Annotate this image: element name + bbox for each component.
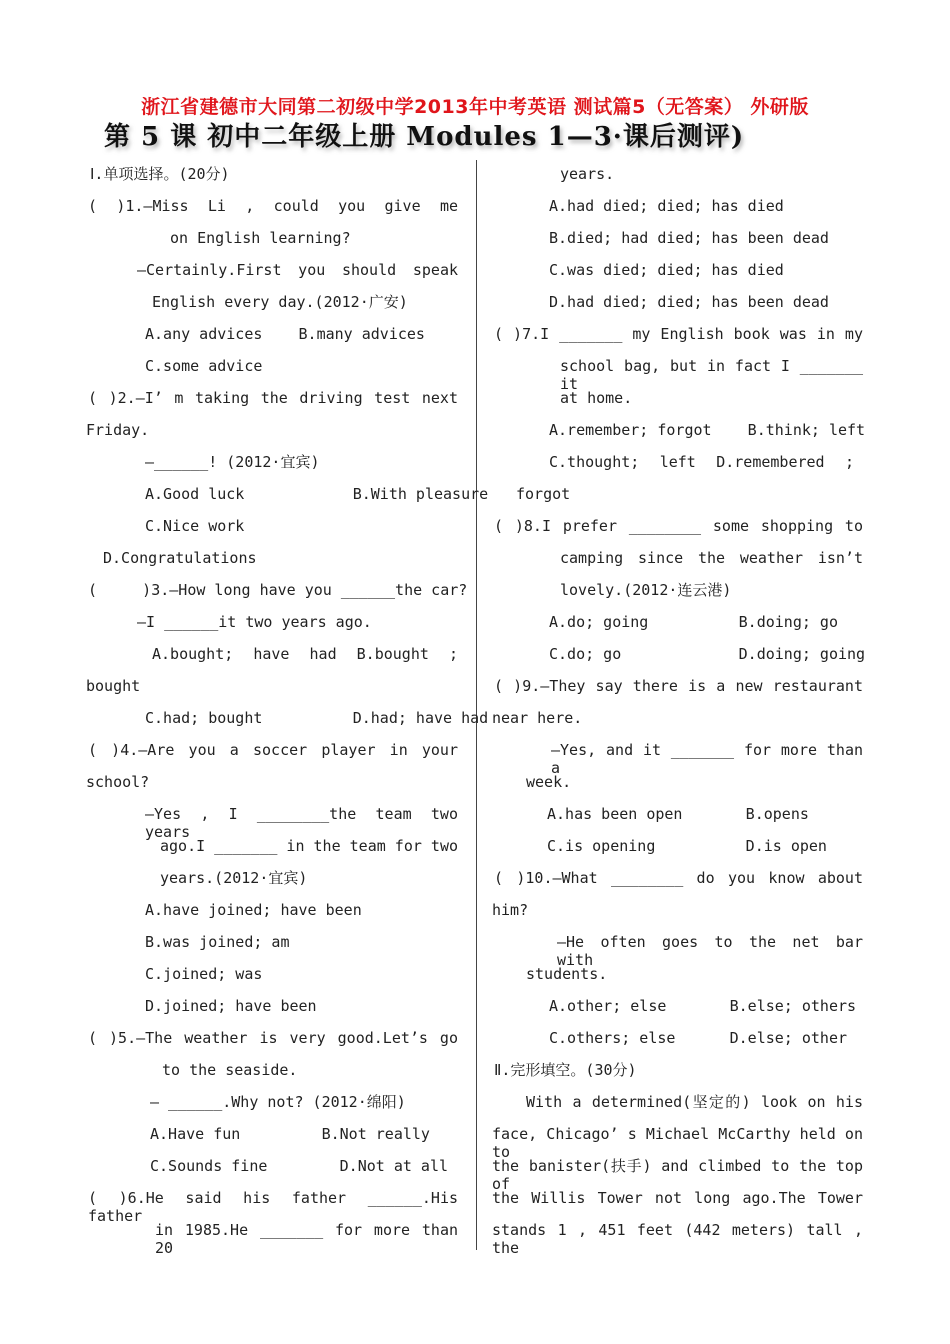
text-line: B.was joined; am xyxy=(145,933,290,951)
text-line: —He often goes to the net bar with xyxy=(557,933,863,969)
text-line: lovely.(2012·连云港) xyxy=(560,581,732,599)
text-line: C.some advice xyxy=(145,357,263,375)
text-line: C.thought; left D.remembered ; xyxy=(549,453,854,471)
text-line: A.any advices B.many advices xyxy=(145,325,425,343)
text-line: A.had died; died; has died xyxy=(549,197,784,215)
text-line: — ______.Why not? (2012·绵阳) xyxy=(150,1093,406,1111)
text-line: Ⅰ.单项选择。(20分) xyxy=(90,165,230,183)
text-line: With a determined(坚定的) look on his xyxy=(526,1093,863,1111)
text-line: D.Congratulations xyxy=(103,549,257,567)
text-line: week. xyxy=(526,773,572,791)
text-line: A.Good luck B.With pleasure xyxy=(145,485,489,503)
text-line: years. xyxy=(560,165,615,183)
text-line: ( )1.—Miss Li , could you give me xyxy=(88,197,458,215)
text-line: to the seaside. xyxy=(162,1061,298,1079)
text-line: D.joined; have been xyxy=(145,997,317,1015)
text-line: ( )7.I _______ my English book was in my xyxy=(494,325,863,343)
text-line: at home. xyxy=(560,389,633,407)
text-line: C.do; go D.doing; going xyxy=(549,645,866,663)
text-line: stands 1 , 451 feet (442 meters) tall , the xyxy=(492,1221,863,1257)
text-line: —Yes , I ________the team two years xyxy=(145,805,458,841)
text-line: ( )10.—What ________ do you know about xyxy=(494,869,863,887)
text-line: near here. xyxy=(492,709,583,727)
text-line: Ⅱ.完形填空。(30分) xyxy=(494,1061,637,1079)
text-line: bought xyxy=(86,677,141,695)
text-line: the banister(扶手) and climbed to the top of xyxy=(492,1157,863,1193)
text-line: school? xyxy=(86,773,150,791)
text-line: C.Nice work xyxy=(145,517,245,535)
document-title: 浙江省建德市大同第二初级中学2013年中考英语 测试篇5（无答案） 外研版 xyxy=(141,96,809,118)
text-line: camping since the weather isn’t xyxy=(560,549,863,567)
text-line: the Willis Tower not long ago.The Tower xyxy=(492,1189,863,1207)
text-line: A.have joined; have been xyxy=(145,901,362,919)
text-line: A.other; else B.else; others xyxy=(549,997,857,1015)
text-line: students. xyxy=(526,965,608,983)
text-line: —Yes, and it _______ for more than a xyxy=(551,741,863,777)
text-line: —Certainly.First you should speak xyxy=(137,261,458,279)
text-line: C.Sounds fine D.Not at all xyxy=(150,1157,449,1175)
document-subtitle: 第 5 课 初中二年级上册 Modules 1—3·课后测评) xyxy=(104,122,745,152)
text-line: A.bought; have had B.bought ; xyxy=(152,645,458,663)
text-line: school bag, but in fact I _______ it xyxy=(560,357,863,393)
text-line: in 1985.He _______ for more than 20 xyxy=(155,1221,458,1257)
text-line: C.was died; died; has died xyxy=(549,261,784,279)
text-line: ( )4.—Are you a soccer player in your xyxy=(88,741,458,759)
text-line: C.is opening D.is open xyxy=(547,837,827,855)
text-line: forgot xyxy=(516,485,571,503)
text-line: —______! (2012·宜宾) xyxy=(145,453,320,471)
text-line: face, Chicago’ s Michael McCarthy held on to xyxy=(492,1125,863,1161)
text-line: ( )2.—I’ m taking the driving test next xyxy=(88,389,458,407)
text-line: C.had; bought D.had; have had xyxy=(145,709,489,727)
text-line: —I ______it two years ago. xyxy=(137,613,372,631)
text-line: him? xyxy=(492,901,529,919)
text-line: C.others; else D.else; other xyxy=(549,1029,848,1047)
text-line: English every day.(2012·广安) xyxy=(152,293,408,311)
column-divider xyxy=(476,160,477,1250)
text-line: ( )6.He said his father ______.His father xyxy=(88,1189,458,1225)
text-line: A.has been open B.opens xyxy=(547,805,809,823)
text-line: ( )8.I prefer ________ some shopping to xyxy=(494,517,863,535)
text-line: Friday. xyxy=(86,421,150,439)
text-line: A.do; going B.doing; go xyxy=(549,613,838,631)
text-line: D.had died; died; has been dead xyxy=(549,293,829,311)
text-line: ago.I _______ in the team for two xyxy=(160,837,459,855)
text-line: B.died; had died; has been dead xyxy=(549,229,829,247)
text-line: years.(2012·宜宾) xyxy=(160,869,308,887)
text-line: ( )5.—The weather is very good.Let’s go xyxy=(88,1029,458,1047)
text-line: A.remember; forgot B.think; left xyxy=(549,421,866,439)
text-line: A.Have fun B.Not really xyxy=(150,1125,430,1143)
text-line: C.joined; was xyxy=(145,965,263,983)
text-line: ( )9.—They say there is a new restaurant xyxy=(494,677,863,695)
text-line: ( )3.—How long have you ______the car? xyxy=(88,581,468,599)
text-line: on English learning? xyxy=(170,229,351,247)
